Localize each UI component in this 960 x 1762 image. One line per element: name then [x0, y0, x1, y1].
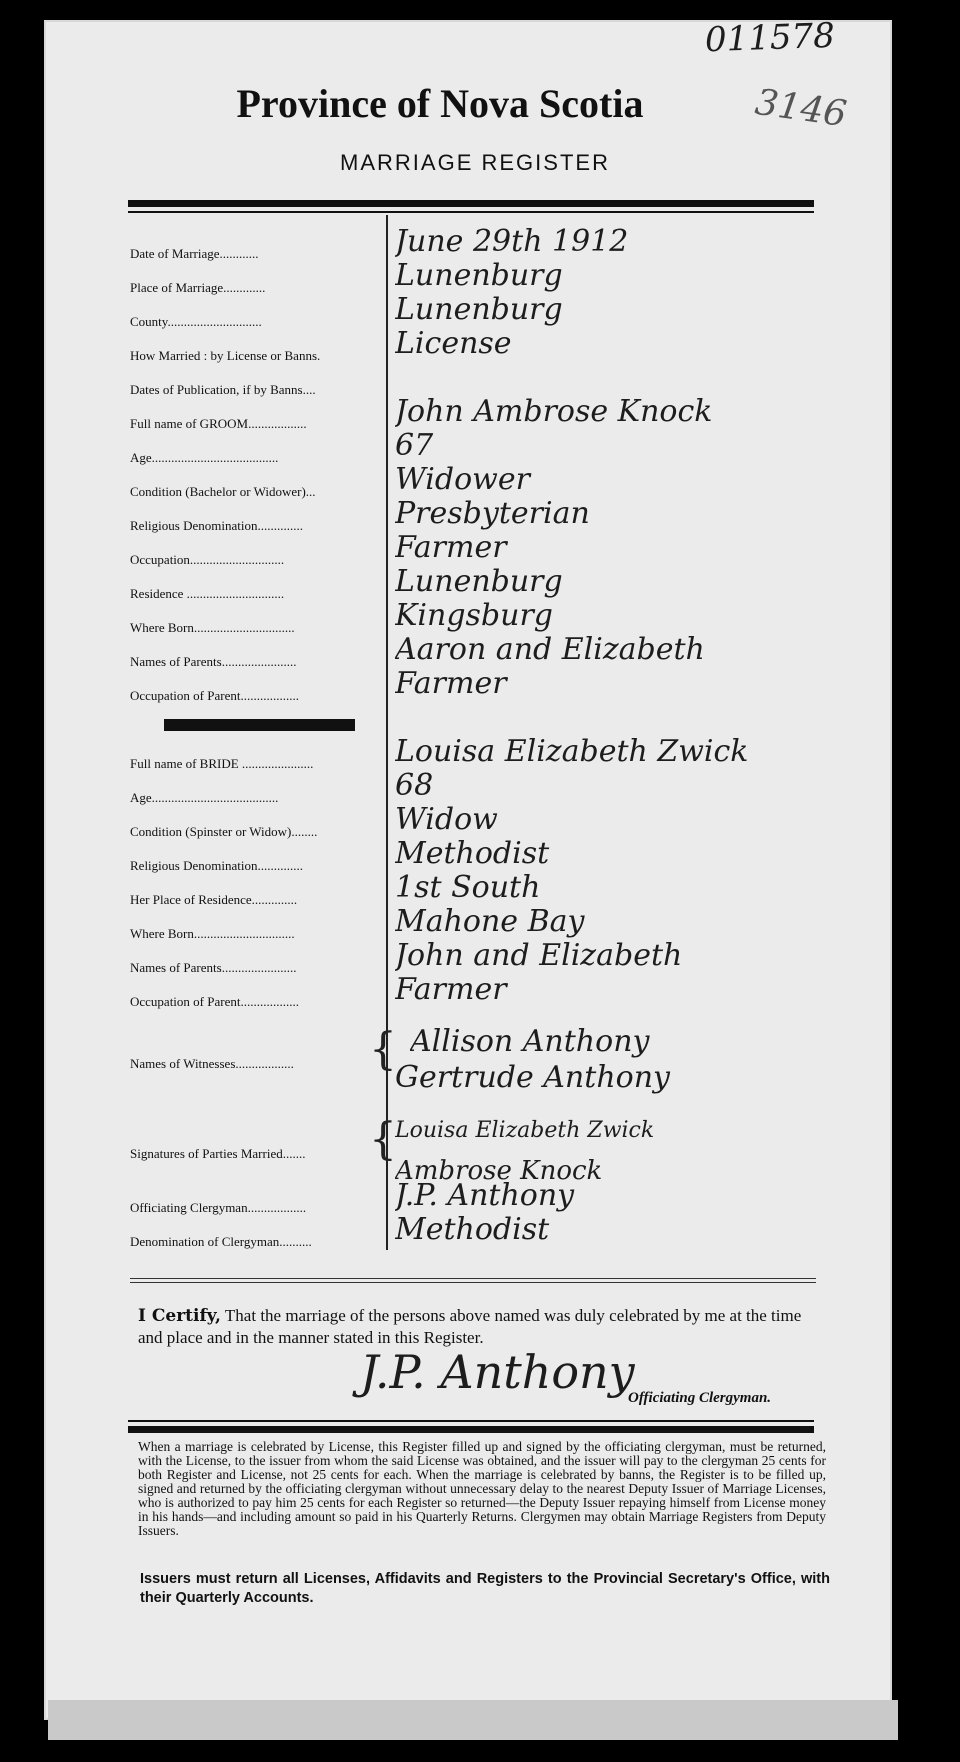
- field-value: 68: [395, 768, 434, 803]
- field-label: Where Born...............................: [130, 926, 295, 941]
- field-value: 67: [395, 428, 434, 463]
- reference-subnumber: 3146: [752, 81, 850, 136]
- field-label: Age.......................................: [130, 450, 279, 465]
- column-divider: [386, 215, 388, 1250]
- groom-bride-separator: [164, 719, 355, 731]
- field-value: Kingsburg: [395, 598, 553, 633]
- field-label: Names of Parents.......................: [130, 654, 297, 669]
- field-label: Full name of GROOM..................: [130, 416, 307, 431]
- certify-lead: I Certify,: [138, 1306, 221, 1326]
- field-label: Place of Marriage.............: [130, 280, 266, 295]
- field-value: Farmer: [395, 972, 507, 1007]
- page-title: Province of Nova Scotia: [236, 81, 644, 126]
- field-label: Signatures of Parties Married.......: [130, 1146, 306, 1161]
- field-label: Denomination of Clergyman..........: [130, 1234, 312, 1249]
- field-label: Religious Denomination..............: [130, 858, 303, 873]
- clergyman-signature-label: Officiating Clergyman.: [628, 1390, 772, 1406]
- field-label: Occupation.............................: [130, 552, 285, 567]
- field-label: Residence ..............................: [130, 586, 285, 601]
- section-rule-2: [130, 1282, 816, 1283]
- field-label: Full name of BRIDE ......................: [130, 756, 314, 771]
- witness-1: Allison Anthony: [410, 1024, 650, 1059]
- field-label: County.............................: [130, 314, 262, 329]
- field-value: Farmer: [395, 666, 507, 701]
- witnesses-brace: {: [369, 1024, 397, 1075]
- field-value: Louisa Elizabeth Zwick: [395, 734, 749, 769]
- field-label: Dates of Publication, if by Banns....: [130, 382, 316, 397]
- field-value: Widow: [395, 802, 498, 837]
- field-value: Methodist: [395, 836, 550, 871]
- section-rule-1: [130, 1278, 816, 1279]
- field-label: Condition (Bachelor or Widower)...: [130, 484, 316, 499]
- certify-text: That the marriage of the persons above named was duly celebrated by me at the time and place and in the manner stated in this Register.: [138, 1306, 802, 1347]
- field-value: Lunenburg: [395, 564, 563, 599]
- witness-2: Gertrude Anthony: [395, 1060, 670, 1095]
- field-value: Methodist: [395, 1212, 550, 1247]
- field-label: Occupation of Parent..................: [130, 688, 299, 703]
- field-label: Where Born...............................: [130, 620, 295, 635]
- field-value: Presbyterian: [395, 496, 590, 531]
- field-label: Names of Witnesses..................: [130, 1056, 294, 1071]
- field-value: 1st South: [395, 870, 541, 905]
- paper-edge: [48, 1700, 898, 1740]
- field-label: Date of Marriage............: [130, 246, 259, 261]
- field-label: How Married : by License or Banns.: [130, 348, 321, 363]
- field-label: Occupation of Parent..................: [130, 994, 299, 1009]
- field-value: John Ambrose Knock: [395, 394, 713, 429]
- field-label: Officiating Clergyman..................: [130, 1200, 307, 1215]
- field-value: Lunenburg: [395, 258, 563, 293]
- instructions-bold: Issuers must return all Licenses, Affidavits and Registers to the Provincial Secretary's Office, with their Quarterly Accounts.: [140, 1571, 830, 1606]
- field-label: Condition (Spinster or Widow)........: [130, 824, 318, 839]
- clergyman-signature: J.P. Anthony: [360, 1345, 635, 1399]
- field-value: Widower: [395, 462, 530, 497]
- signatures-brace: {: [369, 1114, 397, 1165]
- field-value: Lunenburg: [395, 292, 563, 327]
- field-value: License: [395, 326, 512, 361]
- field-label: Religious Denomination..............: [130, 518, 303, 533]
- instructions-text: When a marriage is celebrated by License, this Register filled up and signed by the officiating clergyman, must be returned, with the License, to the issuer from whom the said License was obtained, and the issuer will pay to the clergyman 25 cents for both Register and License, not 25 cents for each. When the marriage is celebrated by banns, the Register is to be filled up, signed and returned by the officiating clergyman without unnecessary delay to the nearest Deputy Issuer of Marriage Licenses, who is authorized to pay him 25 cents for each Register so returned—the Deputy Issuer repaying himself from License money in his hands—and including amount so paid in his Quarterly Returns. Clergymen may obtain Marriage Registers from Deputy Issuers.: [138, 1439, 826, 1538]
- header-rule: [128, 200, 814, 207]
- footer-rule-thin: [128, 1420, 814, 1422]
- footer-rule: [128, 1426, 814, 1433]
- field-value: Aaron and Elizabeth: [395, 632, 705, 667]
- header-rule-thin: [128, 211, 814, 213]
- certification: [138, 1305, 828, 1348]
- field-label: Names of Parents.......................: [130, 960, 297, 975]
- field-value: Mahone Bay: [395, 904, 585, 939]
- signature-bride: Louisa Elizabeth Zwick: [395, 1118, 655, 1143]
- field-value: Farmer: [395, 530, 507, 565]
- field-value: June 29th 1912: [395, 224, 629, 259]
- reference-number: 011578: [704, 15, 836, 61]
- field-value: J.P. Anthony: [395, 1178, 575, 1213]
- field-value: John and Elizabeth: [395, 938, 683, 973]
- signature-groom: Ambrose Knock: [395, 1156, 603, 1186]
- page-subtitle: MARRIAGE REGISTER: [340, 150, 610, 175]
- field-label: Age.......................................: [130, 790, 279, 805]
- field-label: Her Place of Residence..............: [130, 892, 298, 907]
